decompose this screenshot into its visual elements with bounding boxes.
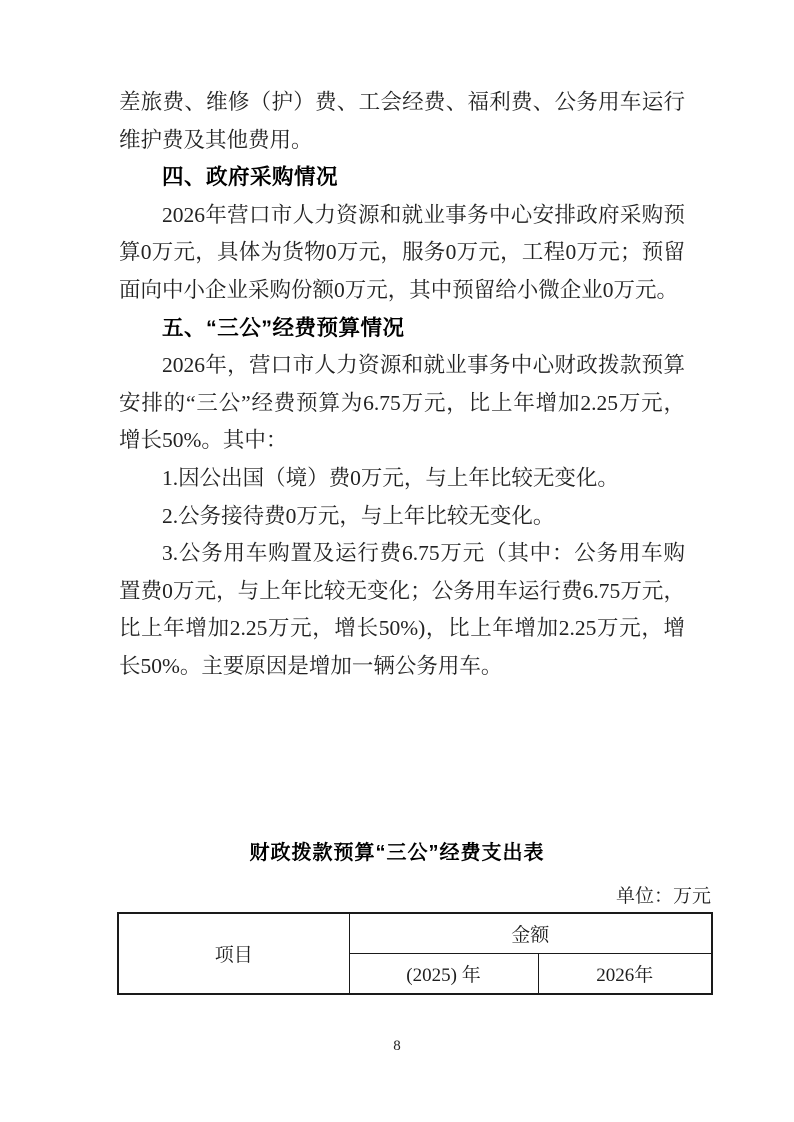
table-header-curr-year: 2026年 — [538, 953, 712, 994]
table-title: 财政拨款预算“三公”经费支出表 — [249, 842, 545, 864]
three-public-expense-table — [117, 912, 713, 995]
paragraph-continuation-other-fees: 差旅费、维修（护）费、工会经费、福利费、公务用车运行维护费及其他费用。 — [119, 90, 685, 152]
list-item-official-reception: 2.公务接待费0万元，与上年比较无变化。 — [162, 503, 555, 528]
paragraph-three-public-budget: 2026年，营口市人力资源和就业事务中心财政拨款预算安排的“三公”经费预算为6.75万元，比上年增加2.25万元，增长50%。其中： — [119, 353, 685, 453]
table-header-prev-year: (2025) 年 — [349, 953, 538, 994]
list-item-overseas-trips: 1.因公出国（境）费0万元，与上年比较无变化。 — [162, 465, 619, 490]
page-number: 8 — [393, 1038, 401, 1054]
list-item-official-vehicles: 3.公务用车购置及运行费6.75万元（其中：公务用车购置费0万元，与上年比较无变化；公务用车运行费6.75万元，比上年增加2.25万元，增长50%)，比上年增加2.25万元，增长50%。主要原因是增加一辆公务用车。 — [119, 541, 685, 678]
paragraph-procurement-budget: 2026年营口市人力资源和就业事务中心安排政府采购预算0万元，具体为货物0万元，服务0万元，工程0万元；预留面向中小企业采购份额0万元，其中预留给小微企业0万元。 — [119, 202, 685, 302]
table-header-amount: 金额 — [349, 913, 712, 953]
table-header-project: 项目 — [118, 913, 349, 994]
section-heading-three-public-expenses: 五、“三公”经费预算情况 — [162, 315, 405, 340]
document-body — [119, 84, 685, 686]
section-heading-government-procurement: 四、政府采购情况 — [162, 165, 339, 190]
table-unit-label: 单位：万元 — [615, 886, 711, 907]
